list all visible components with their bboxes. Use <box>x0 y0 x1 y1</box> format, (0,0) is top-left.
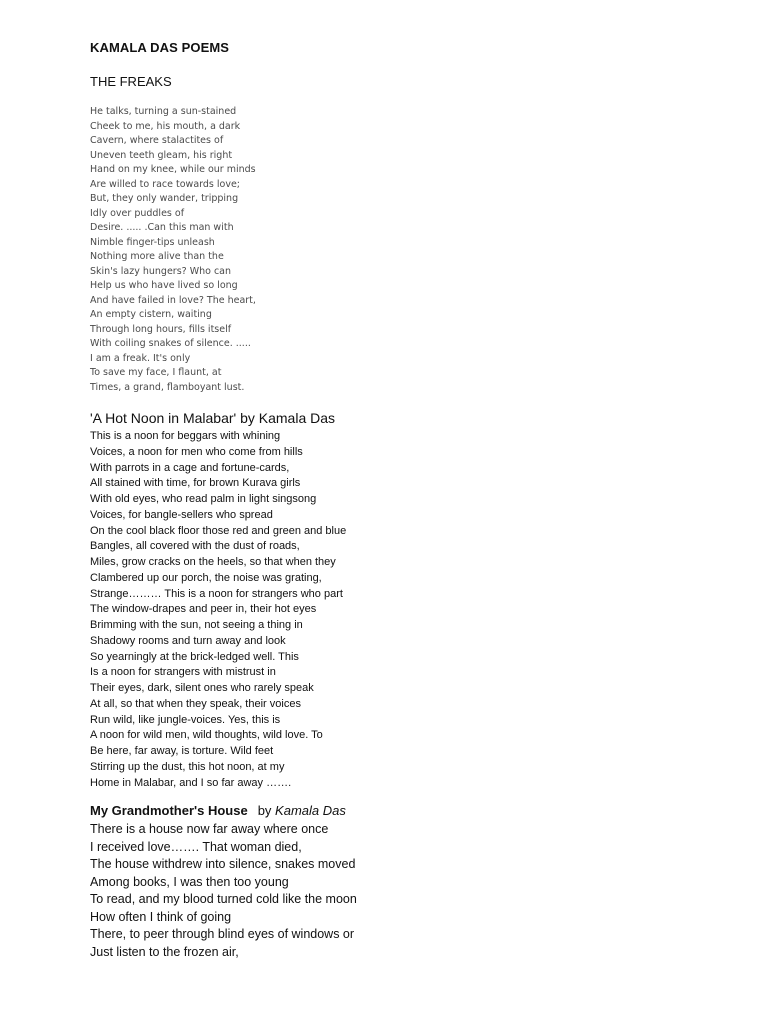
byline-label: by <box>257 803 272 818</box>
poem-line: And have failed in love? The heart, <box>90 294 256 306</box>
poem-line: Brimming with the sun, not seeing a thing in <box>90 619 303 631</box>
poem-title-the-freaks: THE FREAKS <box>90 74 172 89</box>
poem-line: Skin's lazy hungers? Who can <box>90 265 232 277</box>
poem-line: But, they only wander, tripping <box>90 193 239 204</box>
poem-title-hot-noon-in-malabar: 'A Hot Noon in Malabar' by Kamala Das <box>90 410 336 426</box>
poem-line: I am a freak. It's only <box>90 352 191 364</box>
poem-line: All stained with time, for brown Kurava girls <box>90 477 301 490</box>
poem-line: How often I think of going <box>90 909 232 924</box>
poem-title-grandmothers-house <box>90 803 346 818</box>
poem-line: Help us who have lived so long <box>90 280 238 291</box>
poem-line: To save my face, I flaunt, at <box>90 367 222 378</box>
poem-line: The house withdrew into silence, snakes moved <box>90 857 356 871</box>
author-name: Kamala Das <box>275 803 346 818</box>
poem-line: With coiling snakes of silence. ..... <box>90 338 251 349</box>
poem-line: The window-drapes and peer in, their hot eyes <box>90 603 317 616</box>
poem-line: There is a house now far away where once <box>90 822 329 836</box>
poem-line: Voices, a noon for men who come from hills <box>90 445 303 458</box>
poem-line: Shadowy rooms and turn away and look <box>90 634 286 647</box>
poem-line: Among books, I was then too young <box>90 874 289 889</box>
poem-line: At all, so that when they speak, their voices <box>90 697 301 710</box>
poem-line: So yearningly at the brick-ledged well. This <box>90 650 299 663</box>
poem-line: Times, a grand, flamboyant lust. <box>90 381 245 393</box>
poem-line: I received love……. That woman died, <box>90 839 302 854</box>
poem-line: Nimble finger-tips unleash <box>90 236 215 248</box>
poem-line: Their eyes, dark, silent ones who rarely speak <box>90 682 314 694</box>
poem-hot-noon-in-malabar <box>90 429 346 791</box>
poem-line: With parrots in a cage and fortune-cards, <box>90 461 290 474</box>
poem-line: Through long hours, fills itself <box>90 323 232 335</box>
poem-line: This is a noon for beggars with whining <box>90 430 281 442</box>
poem-line: Hand on my knee, while our minds <box>90 164 256 175</box>
poem-line: With old eyes, who read palm in light singsong <box>90 493 317 505</box>
poem-line: Cheek to me, his mouth, a dark <box>90 120 241 132</box>
poem-title-text: My Grandmother's House <box>90 803 248 818</box>
poem-line: Nothing more alive than the <box>90 251 224 262</box>
poem-line: To read, and my blood turned cold like the moon <box>90 892 357 906</box>
poem-line: Run wild, like jungle-voices. Yes, this is <box>90 713 281 726</box>
poem-line: Strange……… This is a noon for strangers who part <box>90 587 343 600</box>
poem-line: Clambered up our porch, the noise was grating, <box>90 571 322 584</box>
poem-line: Be here, far away, is torture. Wild feet <box>90 745 274 757</box>
poem-line: Home in Malabar, and I so far away ……. <box>90 776 292 789</box>
poem-line: Voices, for bangle-sellers who spread <box>90 508 273 521</box>
poem-line: An empty cistern, waiting <box>90 309 212 320</box>
document-title: KAMALA DAS POEMS <box>90 40 230 55</box>
poem-line: Is a noon for strangers with mistrust in <box>90 666 276 679</box>
poem-line: Idly over puddles of <box>90 207 185 219</box>
poem-the-freaks <box>90 105 256 395</box>
poem-line: Miles, grow cracks on the heels, so that when they <box>90 556 336 568</box>
poem-line: Bangles, all covered with the dust of roads, <box>90 540 300 553</box>
poem-line: Cavern, where stalactites of <box>90 135 224 146</box>
poem-line: A noon for wild men, wild thoughts, wild love. To <box>90 729 323 742</box>
poem-line: Stirring up the dust, this hot noon, at my <box>90 760 285 773</box>
poem-line: Are willed to race towards love; <box>90 178 241 190</box>
poem-line: On the cool black floor those red and green and blue <box>90 524 347 537</box>
poem-line: He talks, turning a sun-stained <box>90 106 237 117</box>
poem-line: There, to peer through blind eyes of windows or <box>90 927 355 941</box>
poem-my-grandmothers-house <box>90 821 357 961</box>
poem-line: Desire. ..... .Can this man with <box>90 222 234 233</box>
poem-line: Just listen to the frozen air, <box>90 944 239 959</box>
poem-line: Uneven teeth gleam, his right <box>90 149 233 161</box>
